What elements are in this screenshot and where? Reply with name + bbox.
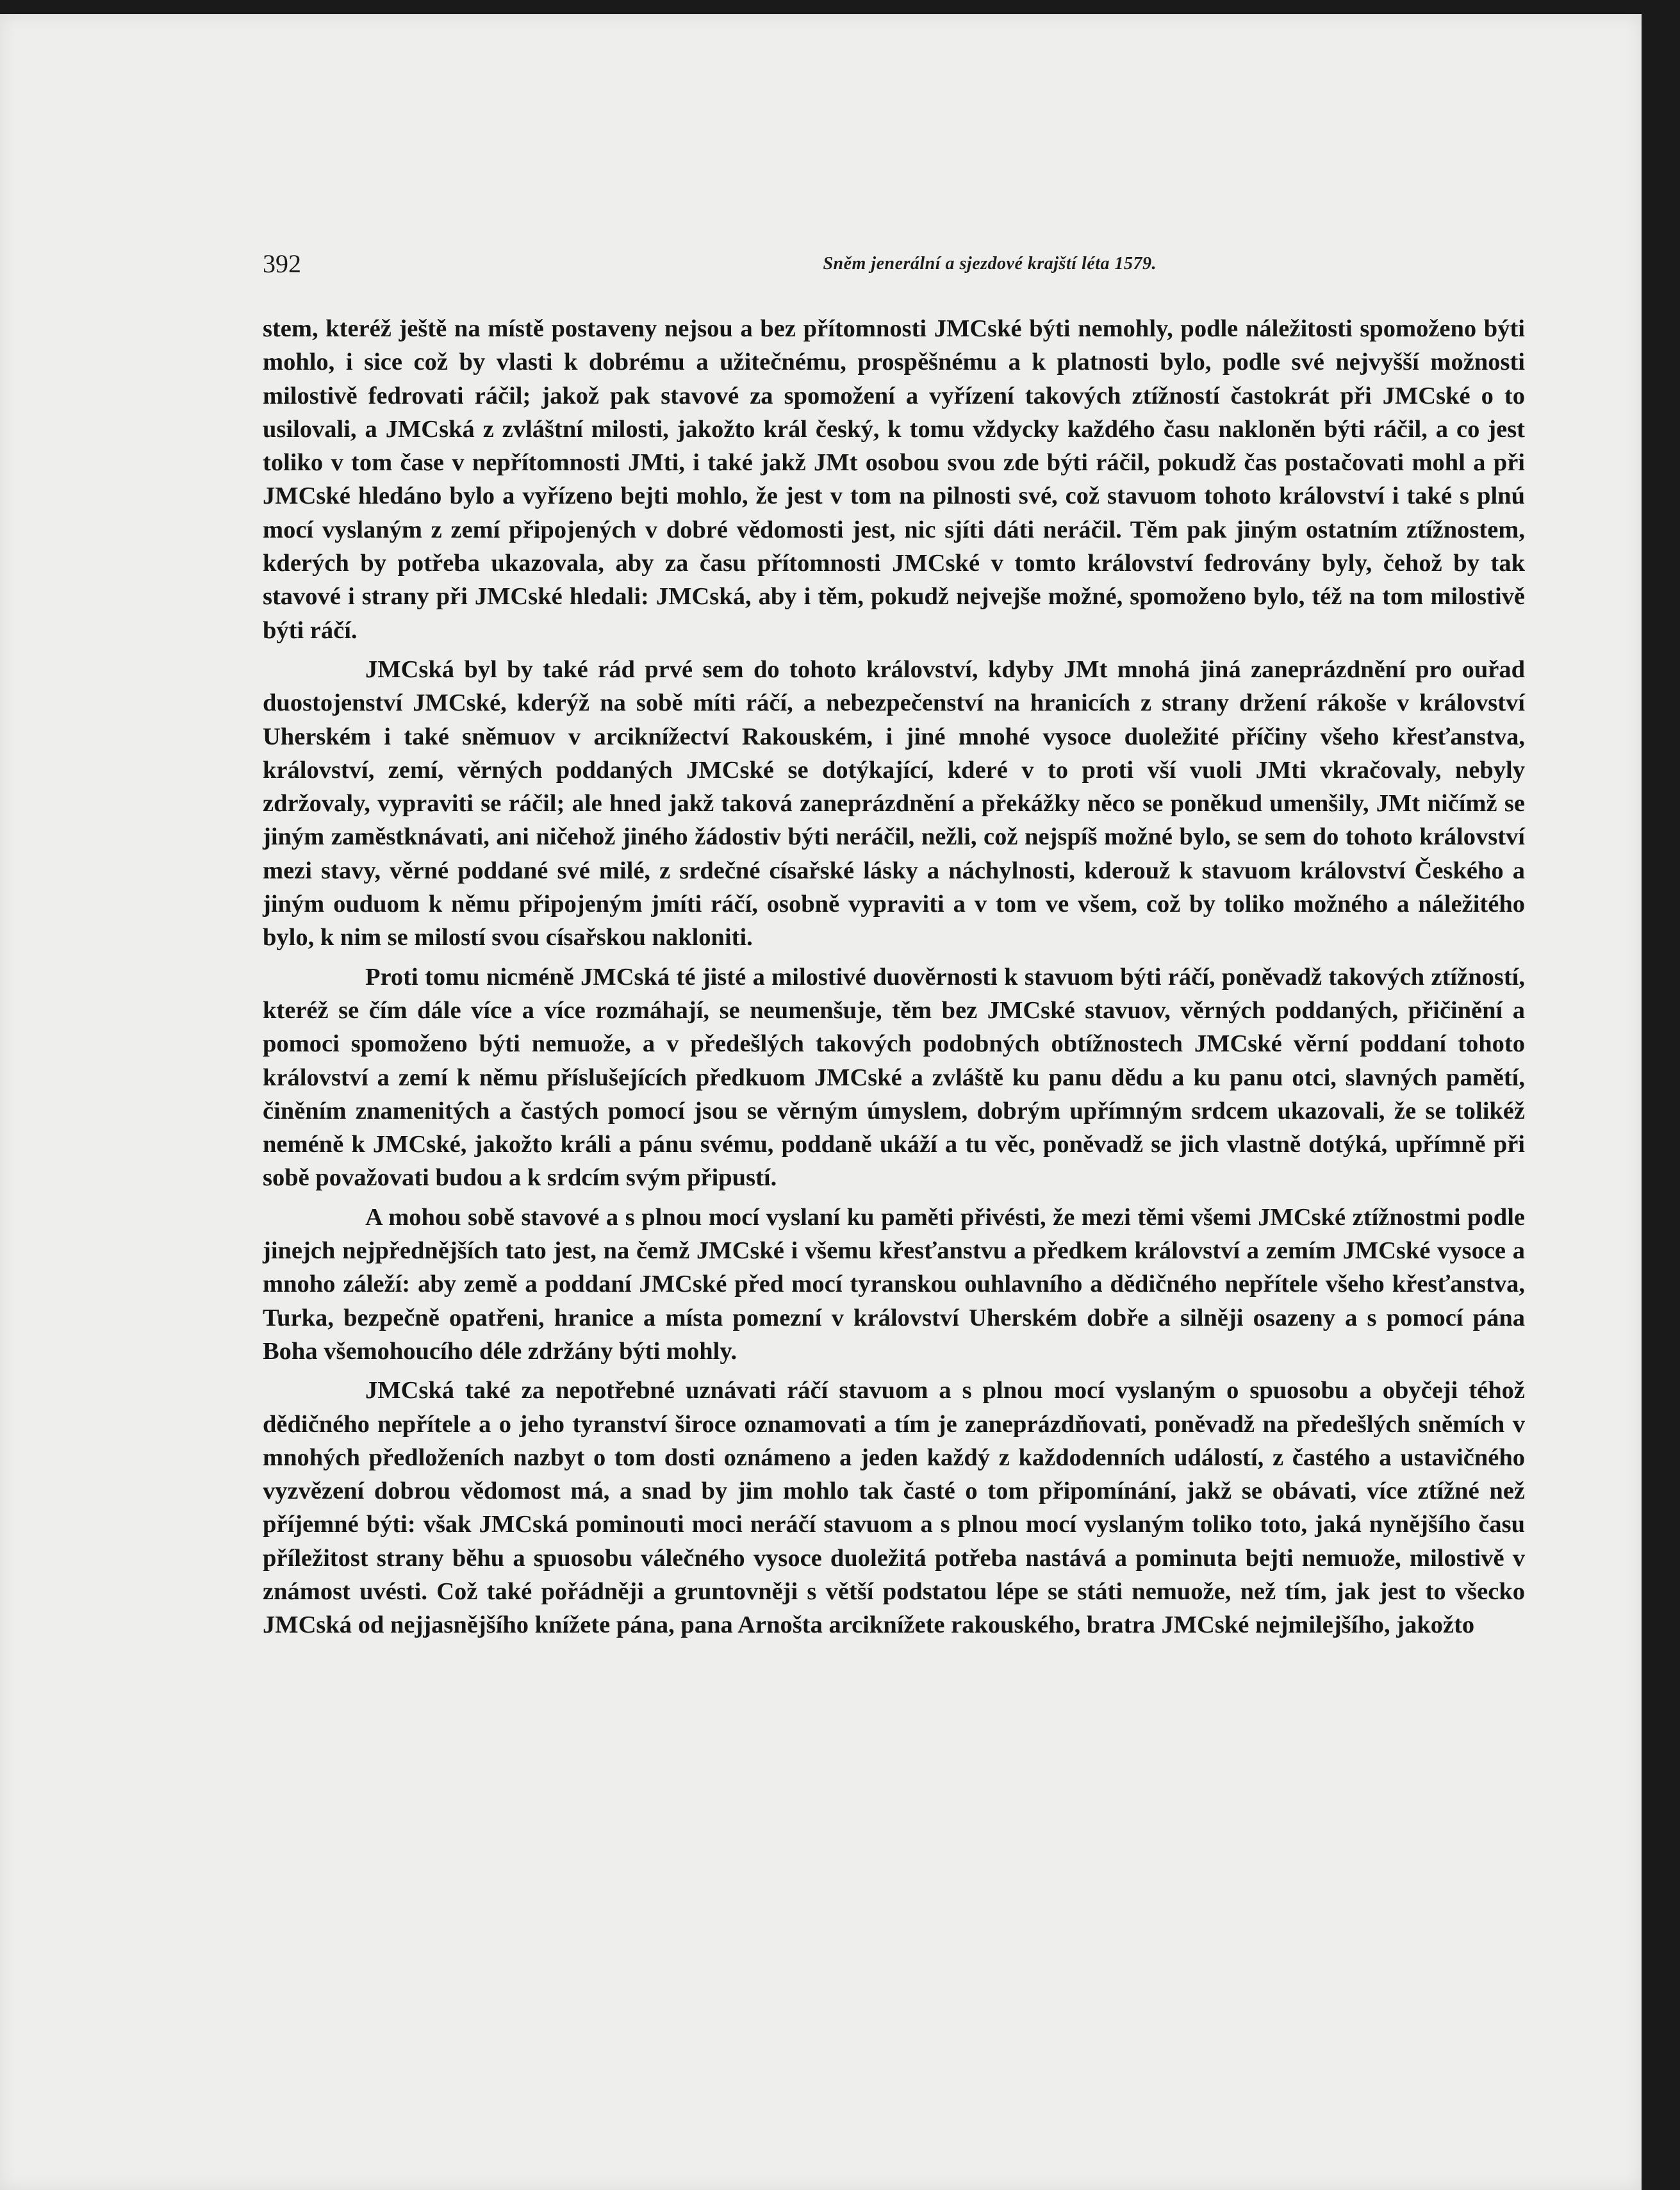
paragraph-1: stem, kteréž ještě na místě postaveny nejsou a bez přítomnosti JMCské býti nemohly, podle náležitosti spomoženo býti mohlo, i sice což by vlasti k dobrému a užitečnému, prospěšnému a k platnosti bylo, podle své nejvyšší možnosti milostivě fedrovati ráčil; jakož pak stavové za spomožení a vyřízení takových ztížností častokrát při JMCské o to usilovali, a JMCská z zvláštní milosti, jakožto král český, k tomu vždycky každého času nakloněn býti ráčil, a co jest toliko v tom čase v nepřítomnosti JMti, i také jakž JMt osobou svou zde býti ráčil, pokudž čas postačovati mohl a při JMCské hledáno bylo a vyřízeno bejti mohlo, že jest v tom na pilnosti své, což stavuom tohoto království i také s plnú mocí vyslaným z zemí připojených v dobré vědomosti jest, nic sjíti dáti neráčil. Těm pak jiným ostatním ztížnostem, kderých by potřeba ukazovala, aby za času přítomnosti JMCské v tomto království fedrovány byly, čehož by tak stavové i strany při JMCské hledali: JMCská, aby i těm, pokudž nejvejše možné, spomoženo bylo, též na tom milostivě býti ráčí. [263,315,1525,644]
paragraph-3: Proti tomu nicméně JMCská té jisté a milostivé duověrnosti k stavuom býti ráčí, poněvadž takových ztížností, kteréž se čím dále více a více rozmáhají, se neumenšuje, těm bez JMCské stavuov, věrných poddaných, přičinění a pomoci spomoženo býti nemuože, a v předešlých takových podobných obtížnostech JMCské věrní poddaní tohoto království a zemí k němu příslušejících předkuom JMCské a zvláště ku panu dědu a ku panu otci, slavných pamětí, činěním znamenitých a častých pomocí jsou se věrným úmyslem, dobrým upřímným srdcem ukazovali, že se tolikéž neméně k JMCské, jakožto králi a pánu svému, poddaně ukáží a tu věc, poněvadž se jich vlastně dotýká, upřímně při sobě považovati budou a k srdcím svým připustí. [263,963,1525,1192]
running-head [263,246,1157,284]
body-text [263,312,1525,1648]
page-number: 392 [263,249,301,278]
paragraph-2: JMCská byl by také rád prvé sem do tohoto království, kdyby JMt mnohá jiná zaneprázdnění pro ouřad duostojenství JMCské, kderýž na sobě míti ráčí, a nebezpečenství na hranicích z strany držení rákoše v království Uherském i také sněmuov v arciknížectví Rakouském, i jiné mnohé vysoce duoležité příčiny všeho křesťanstva, království, zemí, věrných poddaných JMCské se dotýkající, kderé v to proti vší vuoli JMti vkračovaly, nebyly zdržovaly, vypraviti se ráčil; ale hned jakž taková zaneprázdnění a překážky něco se poněkud umenšily, JMt ničímž se jiným zaměstknávati, ani ničehož jiného žádostiv býti neráčil, nežli, což nejspíš možné bylo, se sem do tohoto království mezi stavy, věrné poddané své milé, z srdečné císařské lásky a náchylnosti, kderouž k stavuom království Českého a jiným ouduom k němu připojeným jmíti ráčí, osobně vypraviti a v tom ve všem, což by toliko možného a náležitého bylo, k nim se milostí svou císařskou nakloniti. [263,655,1525,951]
page-sheet [0,14,1642,2190]
paragraph-5: JMCská také za nepotřebné uznávati ráčí stavuom a s plnou mocí vyslaným o spuosobu a obyčeji téhož dědičného nepřítele a o jeho tyranství široce oznamovati a tím je zaneprázdňovati, poněvadž na předešlých sněmích v mnohých předloženích nazbyt o tom dosti oznámeno a jeden každý z každodenních událostí, z častého a ustavičného vyzvězení dobrou vědomost má, a snad by jim mohlo tak časté o tom připomínání, jakž se obávati, více ztížné než příjemné býti: však JMCská pominouti moci neráčí stavuom a s plnou mocí vyslaným toliko toto, jaká nynějšího času příležitost strany běhu a spuosobu válečného vysoce duoležitá potřeba nastává a pominuta bejti nemuože, milostivě v známost uvésti. Což také pořádněji a gruntovněji s větší podstatou lépe se státi nemuože, než tím, jak jest to všecko JMCská od nejjasnějšího knížete pána, pana Arnošta arciknížete rakouského, bratra JMCské nejmilejšího, jakožto [263,1377,1525,1639]
paragraph-4: A mohou sobě stavové a s plnou mocí vyslaní ku paměti přivésti, že mezi těmi všemi JMCské ztížnostmi podle jinejch nejpřednějších tato jest, na čemž JMCské i všemu křesťanstvu a předkem království a zemím JMCské vysoce a mnoho záleží: aby země a poddaní JMCské před mocí tyranskou ouhlavního a dědičného nepřítele všeho křesťanstva, Turka, bezpečně opatřeni, hranice a místa pomezní v království Uherském dobře a silněji osazeny a s pomocí pána Boha všemohoucího déle zdržány býti mohly. [263,1203,1525,1365]
running-head-title: Sněm jenerální a sjezdové krajští léta 1579. [823,254,1157,274]
